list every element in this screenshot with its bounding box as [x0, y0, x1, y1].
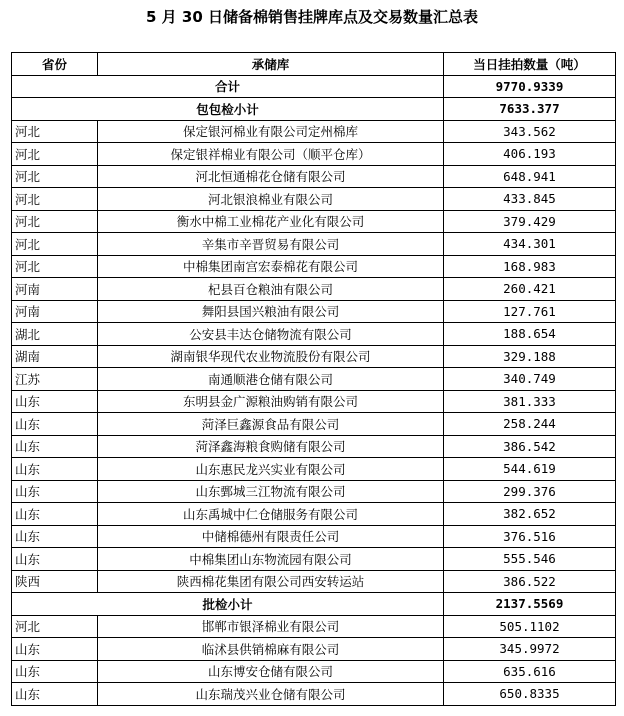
- warehouse-cell: 河北银浪棉业有限公司: [98, 188, 444, 211]
- total-row: [12, 75, 616, 98]
- warehouse-cell: 南通顺港仓储有限公司: [98, 368, 444, 391]
- province-cell: 山东: [12, 683, 98, 706]
- subtotal-label: 包包检小计: [12, 98, 444, 121]
- warehouse-cell: 湖南银华现代农业物流股份有限公司: [98, 345, 444, 368]
- table-row: [12, 278, 616, 301]
- table-row: [12, 143, 616, 166]
- province-cell: 河北: [12, 188, 98, 211]
- quantity-cell: 650.8335: [444, 683, 616, 706]
- province-cell: 河南: [12, 300, 98, 323]
- quantity-cell: 406.193: [444, 143, 616, 166]
- quantity-cell: 635.616: [444, 660, 616, 683]
- warehouse-cell: 衡水中棉工业棉花产业化有限公司: [98, 210, 444, 233]
- subtotal-row-group2: [12, 593, 616, 616]
- table-row: [12, 503, 616, 526]
- warehouse-cell: 陕西棉花集团有限公司西安转运站: [98, 570, 444, 593]
- province-cell: 湖北: [12, 323, 98, 346]
- quantity-cell: 329.188: [444, 345, 616, 368]
- table-row: [12, 548, 616, 571]
- header-quantity: 当日挂拍数量（吨）: [444, 53, 616, 76]
- table-row: [12, 368, 616, 391]
- table-row: [12, 165, 616, 188]
- warehouse-cell: 山东博安仓储有限公司: [98, 660, 444, 683]
- page-title: 5 月 30 日储备棉销售挂牌库点及交易数量汇总表: [146, 8, 478, 26]
- quantity-cell: 343.562: [444, 120, 616, 143]
- table-row: [12, 300, 616, 323]
- warehouse-cell: 公安县丰达仓储物流有限公司: [98, 323, 444, 346]
- quantity-cell: 544.619: [444, 458, 616, 481]
- province-cell: 湖南: [12, 345, 98, 368]
- warehouse-cell: 山东瑞茂兴业仓储有限公司: [98, 683, 444, 706]
- quantity-cell: 379.429: [444, 210, 616, 233]
- header-province: 省份: [12, 53, 98, 76]
- quantity-cell: 386.522: [444, 570, 616, 593]
- table-row: [12, 570, 616, 593]
- quantity-cell: 648.941: [444, 165, 616, 188]
- table-row: [12, 435, 616, 458]
- province-cell: 山东: [12, 435, 98, 458]
- warehouse-cell: 舞阳县国兴粮油有限公司: [98, 300, 444, 323]
- warehouse-cell: 菏泽巨鑫源食品有限公司: [98, 413, 444, 436]
- quantity-cell: 260.421: [444, 278, 616, 301]
- province-cell: 山东: [12, 390, 98, 413]
- quantity-cell: 434.301: [444, 233, 616, 256]
- total-value: 9770.9339: [444, 75, 616, 98]
- subtotal-label: 批检小计: [12, 593, 444, 616]
- warehouse-cell: 临沭县供销棉麻有限公司: [98, 638, 444, 661]
- table-row: [12, 345, 616, 368]
- province-cell: 山东: [12, 548, 98, 571]
- quantity-cell: 299.376: [444, 480, 616, 503]
- table-row: [12, 458, 616, 481]
- subtotal-row-group1: [12, 98, 616, 121]
- subtotal-value: 7633.377: [444, 98, 616, 121]
- province-cell: 河北: [12, 120, 98, 143]
- province-cell: 河北: [12, 615, 98, 638]
- quantity-cell: 168.983: [444, 255, 616, 278]
- province-cell: 河北: [12, 233, 98, 256]
- quantity-cell: 258.244: [444, 413, 616, 436]
- quantity-cell: 555.546: [444, 548, 616, 571]
- total-label: 合计: [12, 75, 444, 98]
- warehouse-cell: 河北恒通棉花仓储有限公司: [98, 165, 444, 188]
- quantity-cell: 376.516: [444, 525, 616, 548]
- province-cell: 河北: [12, 255, 98, 278]
- quantity-cell: 127.761: [444, 300, 616, 323]
- table-row: [12, 660, 616, 683]
- warehouse-cell: 菏泽鑫海粮食购储有限公司: [98, 435, 444, 458]
- table-row: [12, 413, 616, 436]
- warehouse-cell: 中储棉德州有限责任公司: [98, 525, 444, 548]
- quantity-cell: 345.9972: [444, 638, 616, 661]
- province-cell: 山东: [12, 660, 98, 683]
- table-row: [12, 120, 616, 143]
- table-row: [12, 255, 616, 278]
- quantity-cell: 382.652: [444, 503, 616, 526]
- table-row: [12, 210, 616, 233]
- province-cell: 河北: [12, 210, 98, 233]
- province-cell: 河南: [12, 278, 98, 301]
- quantity-cell: 188.654: [444, 323, 616, 346]
- province-cell: 山东: [12, 480, 98, 503]
- table-row: [12, 480, 616, 503]
- subtotal-value: 2137.5569: [444, 593, 616, 616]
- warehouse-cell: 山东鄄城三江物流有限公司: [98, 480, 444, 503]
- warehouse-cell: 山东惠民龙兴实业有限公司: [98, 458, 444, 481]
- province-cell: 山东: [12, 503, 98, 526]
- table-row: [12, 323, 616, 346]
- quantity-cell: 340.749: [444, 368, 616, 391]
- warehouse-cell: 保定银祥棉业有限公司（顺平仓库）: [98, 143, 444, 166]
- quantity-cell: 386.542: [444, 435, 616, 458]
- province-cell: 山东: [12, 525, 98, 548]
- table-row: [12, 638, 616, 661]
- province-cell: 江苏: [12, 368, 98, 391]
- warehouse-cell: 邯郸市银泽棉业有限公司: [98, 615, 444, 638]
- quantity-cell: 433.845: [444, 188, 616, 211]
- table-body: [12, 75, 616, 705]
- summary-table: [11, 52, 616, 706]
- warehouse-cell: 杞县百仓粮油有限公司: [98, 278, 444, 301]
- table-row: [12, 683, 616, 706]
- province-cell: 山东: [12, 638, 98, 661]
- warehouse-cell: 中棉集团山东物流园有限公司: [98, 548, 444, 571]
- table-row: [12, 188, 616, 211]
- warehouse-cell: 中棉集团南宫宏泰棉花有限公司: [98, 255, 444, 278]
- table-row: [12, 233, 616, 256]
- table-row: [12, 525, 616, 548]
- province-cell: 山东: [12, 413, 98, 436]
- table-row: [12, 615, 616, 638]
- province-cell: 山东: [12, 458, 98, 481]
- warehouse-cell: 辛集市辛晋贸易有限公司: [98, 233, 444, 256]
- province-cell: 河北: [12, 143, 98, 166]
- table-row: [12, 390, 616, 413]
- warehouse-cell: 山东禹城中仁仓储服务有限公司: [98, 503, 444, 526]
- header-warehouse: 承储库: [98, 53, 444, 76]
- province-cell: 陕西: [12, 570, 98, 593]
- warehouse-cell: 东明县金广源粮油购销有限公司: [98, 390, 444, 413]
- province-cell: 河北: [12, 165, 98, 188]
- quantity-cell: 381.333: [444, 390, 616, 413]
- quantity-cell: 505.1102: [444, 615, 616, 638]
- header-row: [12, 53, 616, 76]
- warehouse-cell: 保定银河棉业有限公司定州棉库: [98, 120, 444, 143]
